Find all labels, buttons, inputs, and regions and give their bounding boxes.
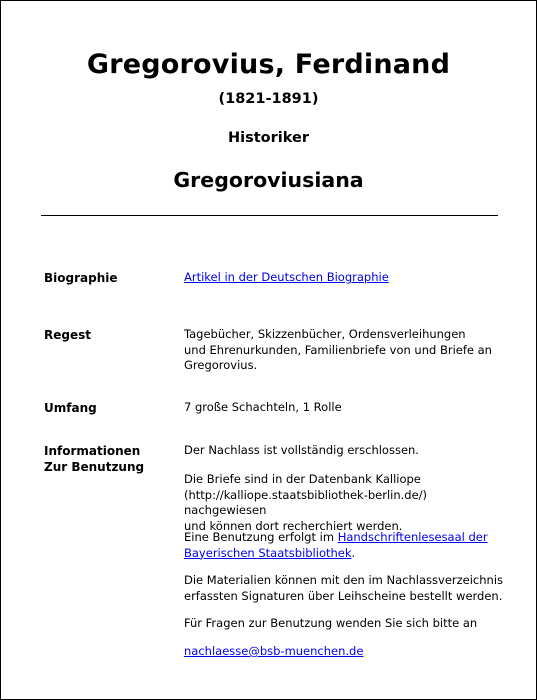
kalliope-line: und können dort recherchiert werden. bbox=[184, 518, 403, 533]
informationen-p3 bbox=[184, 530, 504, 561]
regest-line: Tagebücher, Skizzenbücher, Ordensverleihungen bbox=[184, 327, 466, 341]
regest-line: Gregorovius. bbox=[184, 358, 258, 372]
kalliope-line: (http://kalliope.staatsbibliothek-berlin.de/) nachgewiesen bbox=[184, 487, 428, 517]
informationen-label bbox=[44, 443, 144, 475]
informationen-label-line2: Zur Benutzung bbox=[44, 460, 145, 474]
bestellung-line: erfassten Signaturen über Leihscheine bestellt werden. bbox=[184, 588, 503, 603]
regest-label: Regest bbox=[44, 328, 91, 342]
staatsbibliothek-link[interactable]: Bayerischen Staatsbibliothek bbox=[184, 545, 352, 560]
informationen-label-line1: Informationen bbox=[44, 444, 141, 458]
benutzung-line-2 bbox=[184, 546, 504, 562]
kalliope-line: Die Briefe sind in der Datenbank Kalliope bbox=[184, 472, 421, 486]
benutzung-line-1 bbox=[184, 530, 504, 546]
biographie-value bbox=[184, 270, 504, 286]
regest-value bbox=[184, 327, 504, 374]
person-name-heading: Gregorovius, Ferdinand bbox=[86, 49, 451, 80]
informationen-p2 bbox=[184, 472, 504, 534]
umfang-value: 7 große Schachteln, 1 Rolle bbox=[184, 400, 342, 414]
collection-heading: Gregoroviusiana bbox=[173, 168, 364, 192]
informationen-p5: Für Fragen zur Benutzung wenden Sie sich bitte an bbox=[184, 616, 478, 630]
informationen-p4 bbox=[184, 573, 504, 604]
informationen-email bbox=[184, 644, 504, 660]
email-link[interactable]: nachlaesse@bsb-muenchen.de bbox=[184, 644, 364, 658]
profession-heading: Historiker bbox=[228, 130, 309, 146]
benutzung-prefix: Eine Benutzung erfolgt im bbox=[184, 530, 338, 544]
life-dates: (1821-1891) bbox=[218, 91, 319, 107]
deutsche-biographie-link[interactable]: Artikel in der Deutschen Biographie bbox=[184, 270, 389, 284]
handschriftenlesesaal-link[interactable]: Handschriftenlesesaal der bbox=[337, 530, 488, 544]
bestellung-line: Die Materialien können mit den im Nachlassverzeichnis bbox=[184, 573, 504, 587]
benutzung-suffix: . bbox=[351, 545, 356, 560]
horizontal-divider bbox=[41, 215, 498, 216]
biographie-label: Biographie bbox=[44, 271, 118, 285]
informationen-p1: Der Nachlass ist vollständig erschlossen. bbox=[184, 443, 419, 457]
umfang-label: Umfang bbox=[44, 401, 97, 415]
regest-line: und Ehrenurkunden, Familienbriefe von und Briefe an bbox=[184, 342, 492, 357]
